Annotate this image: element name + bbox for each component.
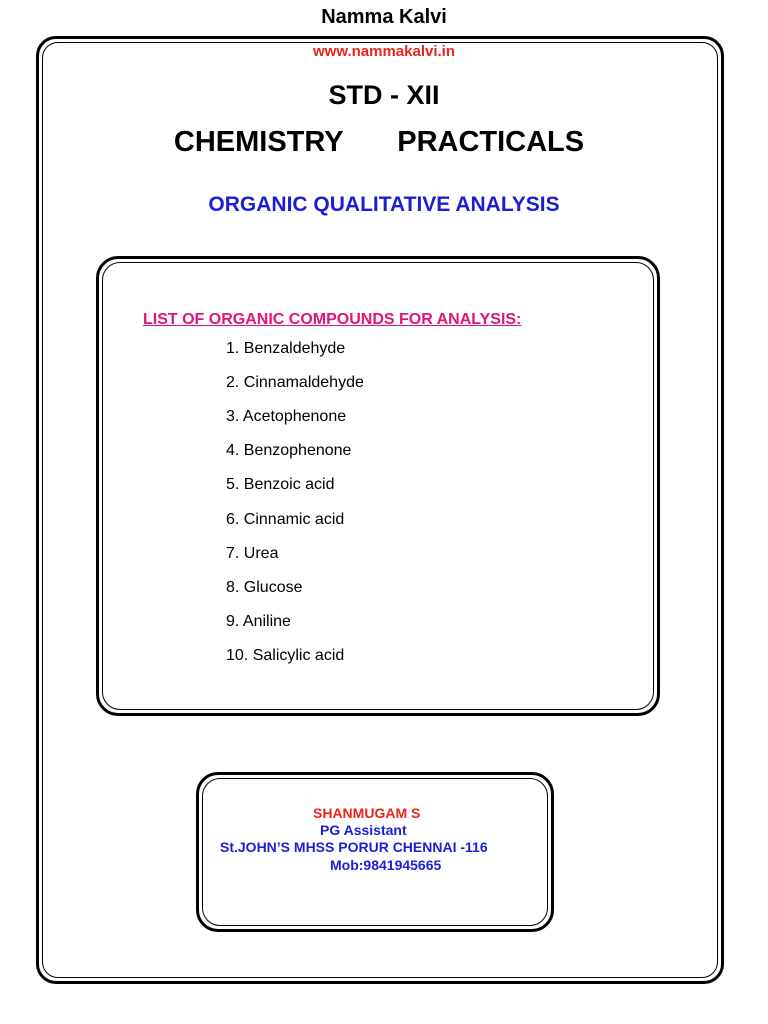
author-mobile: Mob:9841945665	[330, 857, 442, 873]
list-item: 10. Salicylic acid	[226, 647, 345, 664]
list-item: 4. Benzophenone	[226, 442, 352, 459]
site-title: Namma Kalvi	[321, 6, 447, 28]
author-name: SHANMUGAM S	[313, 805, 421, 821]
list-item: 6. Cinnamic acid	[226, 511, 345, 528]
author-school: St.JOHN’S MHSS PORUR CHENNAI -116	[220, 839, 488, 855]
list-item: 1. Benzaldehyde	[226, 340, 346, 357]
list-item: 3. Acetophenone	[226, 408, 347, 425]
list-item: 9. Aniline	[226, 613, 291, 630]
topic-title: ORGANIC QUALITATIVE ANALYSIS	[208, 193, 560, 216]
author-designation: PG Assistant	[320, 822, 407, 838]
subject-title: CHEMISTRY PRACTICALS	[173, 126, 585, 158]
list-item: 7. Urea	[226, 545, 279, 562]
list-item: 2. Cinnamaldehyde	[226, 374, 364, 391]
standard-title: STD - XII	[328, 80, 440, 110]
list-item: 5. Benzoic acid	[226, 476, 335, 493]
compound-list-heading: LIST OF ORGANIC COMPOUNDS FOR ANALYSIS:	[143, 311, 522, 328]
compound-list-box-inner-border	[102, 262, 654, 710]
list-item: 8. Glucose	[226, 579, 303, 596]
site-url[interactable]: www.nammakalvi.in	[313, 43, 455, 60]
